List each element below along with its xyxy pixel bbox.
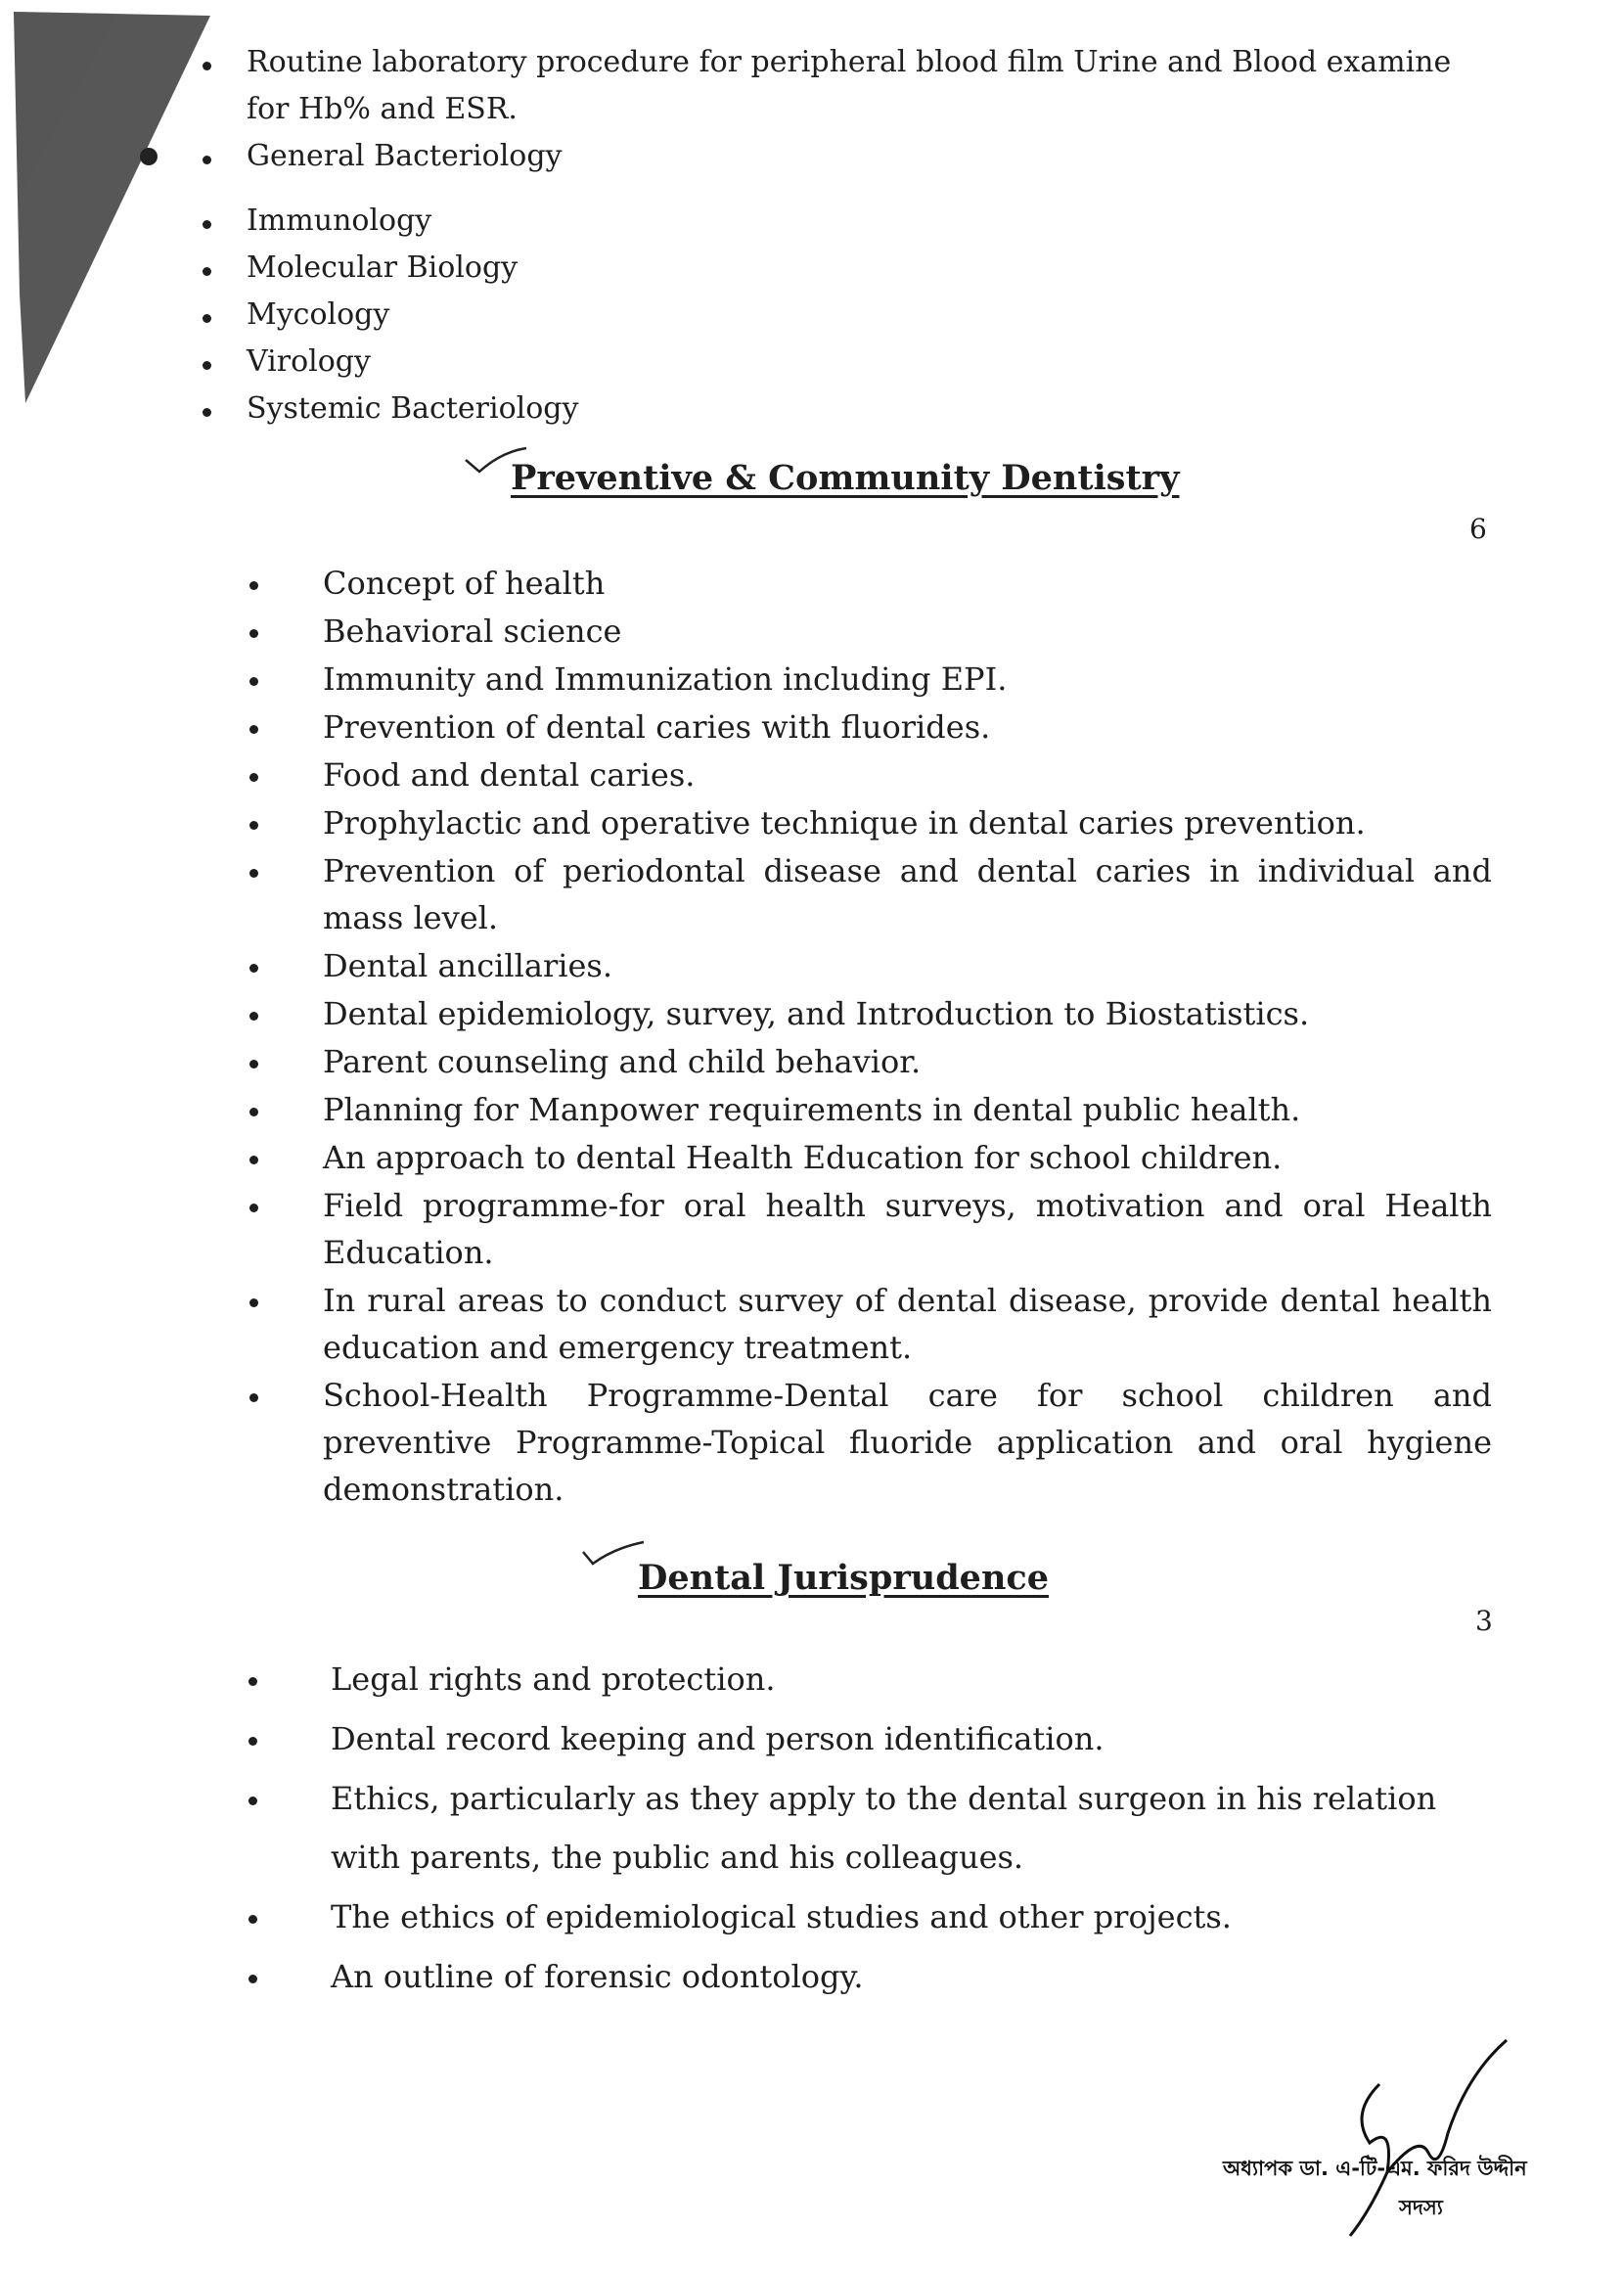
list-item: Dental record keeping and person identification. xyxy=(331,1709,1500,1768)
bullet-icon xyxy=(248,1915,257,1924)
bullet-icon xyxy=(248,1975,257,1983)
page-number: 3 xyxy=(1475,1605,1493,1637)
bullet-icon xyxy=(203,220,211,229)
bullet-icon xyxy=(249,1298,258,1307)
bullet-icon xyxy=(248,1796,257,1805)
page-number: 6 xyxy=(1469,513,1487,545)
signature-name: অধ্যাপক ডা. এ-টি-এম. ফরিদ উদ্দীন xyxy=(1223,2157,1527,2180)
bullet-icon xyxy=(249,1156,258,1164)
jurisprudence-list xyxy=(331,1650,1500,2007)
section-title-jurisprudence: Dental Jurisprudence xyxy=(638,1558,1049,1598)
list-item: An approach to dental Health Education for school children. xyxy=(323,1134,1492,1181)
bullet-icon xyxy=(249,869,258,878)
bullet-icon xyxy=(248,1737,257,1746)
bullet-icon xyxy=(203,156,211,164)
list-item: Virology xyxy=(247,339,1499,386)
list-item: Parent counseling and child behavior. xyxy=(323,1038,1492,1085)
list-item: Prophylactic and operative technique in dental caries prevention. xyxy=(323,799,1492,846)
scan-shadow xyxy=(0,0,225,421)
bullet-icon xyxy=(203,361,211,370)
list-item: An outline of forensic odontology. xyxy=(331,1947,1500,2006)
list-item: Field programme-for oral health surveys, motivation and oral Health Education. xyxy=(323,1182,1492,1276)
bullet-icon xyxy=(249,1012,258,1021)
bullet-icon xyxy=(249,1108,258,1116)
list-item: Behavioral science xyxy=(323,608,1492,655)
bullet-icon xyxy=(249,1060,258,1069)
bullet-icon xyxy=(249,821,258,830)
bullet-icon xyxy=(249,1204,258,1212)
bullet-icon xyxy=(249,964,258,973)
bullet-icon xyxy=(249,773,258,782)
bullet-icon xyxy=(248,1677,257,1686)
list-item: Prevention of periodontal disease and dental caries in individual and mass level. xyxy=(323,847,1492,941)
bullet-icon xyxy=(203,408,211,417)
list-item: Food and dental caries. xyxy=(323,751,1492,798)
bullet-icon xyxy=(249,677,258,686)
list-item: Systemic Bacteriology xyxy=(247,386,1499,432)
list-item: General Bacteriology xyxy=(247,133,1499,180)
bullet-icon xyxy=(249,581,258,590)
list-item: Immunology xyxy=(247,198,1499,245)
list-item: The ethics of epidemiological studies and other projects. xyxy=(331,1887,1500,1946)
signature-role: সদস্য xyxy=(1399,2196,1443,2219)
bullet-icon xyxy=(203,314,211,323)
list-item: Planning for Manpower requirements in dental public health. xyxy=(323,1086,1492,1133)
list-item: Mycology xyxy=(247,292,1499,339)
top-list xyxy=(247,39,1499,432)
list-item: Prevention of dental caries with fluorides. xyxy=(323,704,1492,750)
list-item: Ethics, particularly as they apply to the dental surgeon in his relation with parents, the public and his colleagues. xyxy=(331,1769,1500,1887)
list-item: Dental ancillaries. xyxy=(323,942,1492,989)
bullet-icon xyxy=(249,1393,258,1402)
list-item: Concept of health xyxy=(323,560,1492,607)
list-item: In rural areas to conduct survey of dental disease, provide dental health education and emergency treatment. xyxy=(323,1277,1492,1371)
bullet-icon xyxy=(203,267,211,276)
section-title-preventive: Preventive & Community Dentistry xyxy=(511,458,1180,498)
list-item: Routine laboratory procedure for peripheral blood film Urine and Blood examine for Hb% and ESR. xyxy=(247,39,1499,133)
bullet-icon xyxy=(249,629,258,638)
bullet-icon xyxy=(249,725,258,734)
list-item: Dental epidemiology, survey, and Introduction to Biostatistics. xyxy=(323,990,1492,1037)
list-item: Immunity and Immunization including EPI. xyxy=(323,656,1492,703)
signature-block xyxy=(1223,2025,1575,2260)
list-item: Legal rights and protection. xyxy=(331,1650,1500,1708)
list-item: Molecular Biology xyxy=(247,245,1499,292)
list-item: School-Health Programme-Dental care for school children and preventive Programme-Topical fluoride application and oral hygiene demonstration. xyxy=(323,1372,1492,1513)
bullet-icon xyxy=(203,62,211,70)
preventive-list xyxy=(323,560,1492,1514)
